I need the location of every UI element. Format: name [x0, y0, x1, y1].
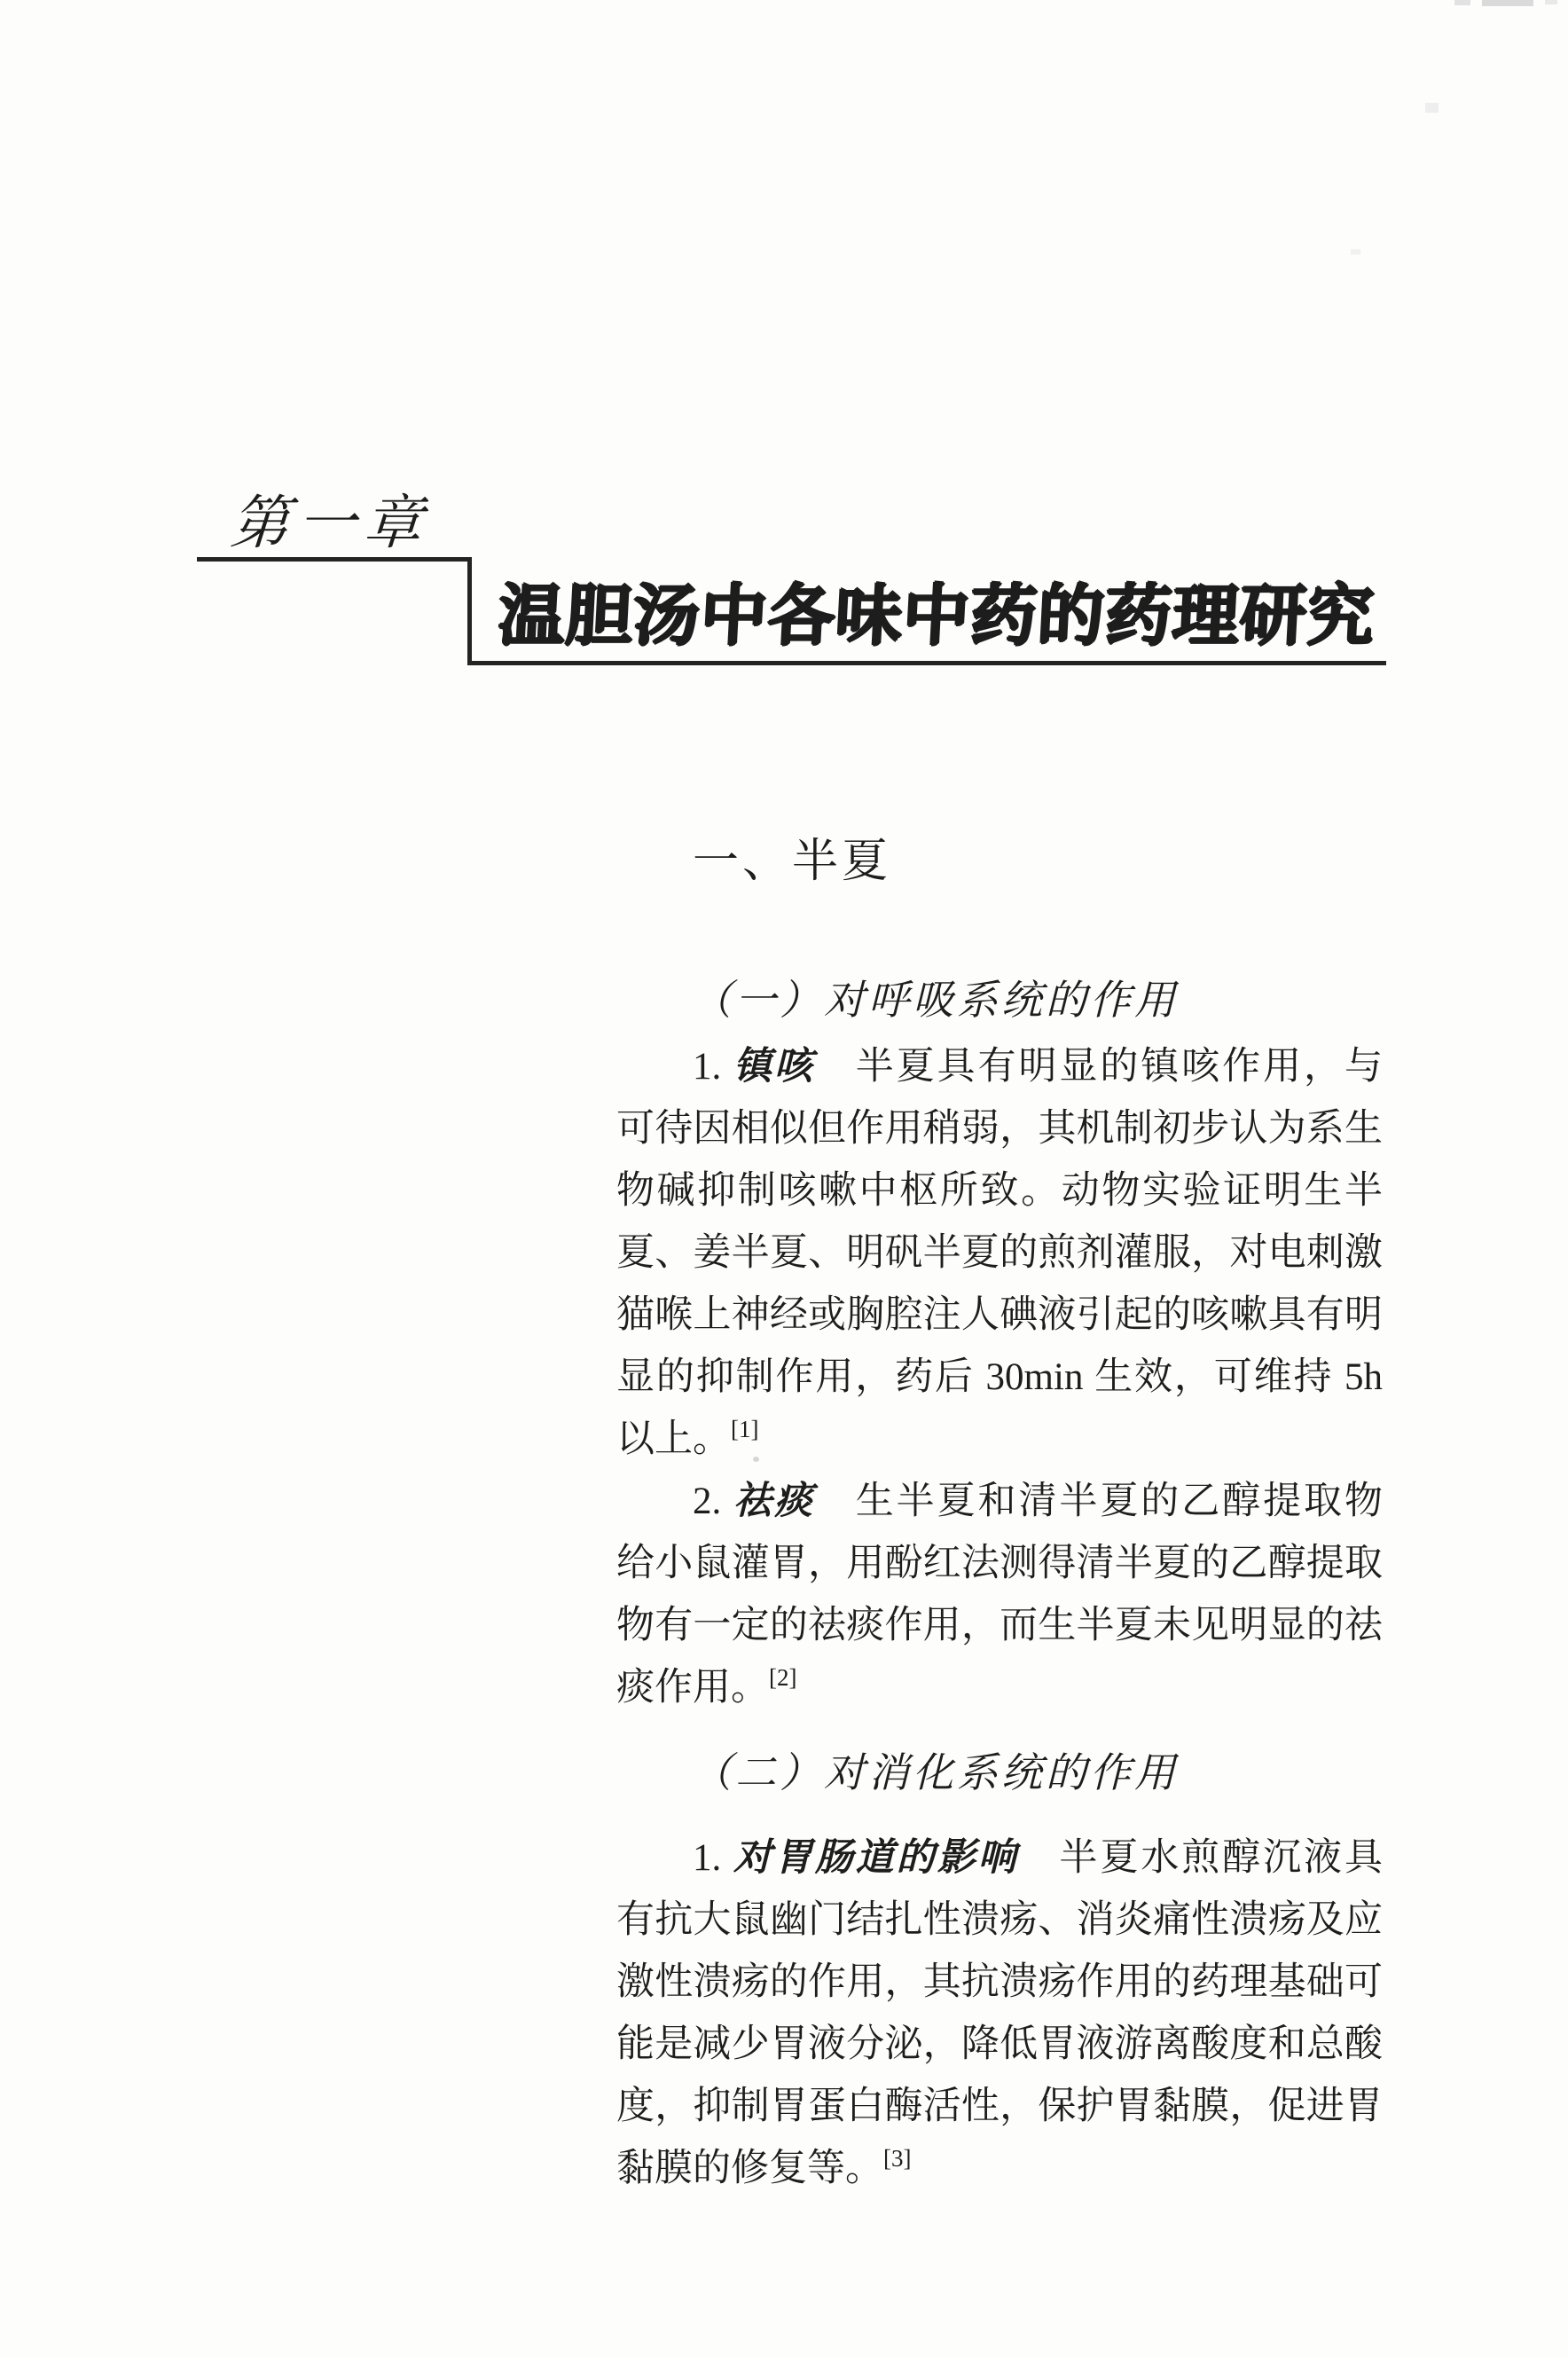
- body-line: 1. 对胃肠道的影响 半夏水煎醇沉液具: [693, 1837, 1383, 1879]
- body-line: 猫喉上神经或胸腔注人碘液引起的咳嗽具有明: [616, 1294, 1383, 1336]
- chapter-label: 第一章: [228, 491, 433, 556]
- scan-artifact: [1425, 103, 1439, 113]
- paragraph-gastrointestinal: [616, 1827, 1383, 2200]
- body-line: 黏膜的修复等。[3]: [616, 2145, 912, 2189]
- body-line: 能是减少胃液分泌，降低胃液游离酸度和总酸: [616, 2023, 1383, 2065]
- body-line: 显的抑制作用，药后 30min 生效，可维持 5h: [616, 1356, 1383, 1398]
- scan-artifact: [753, 1457, 759, 1462]
- body-line: 痰作用。[2]: [616, 1664, 797, 1709]
- scan-artifact: [1482, 0, 1533, 6]
- scan-artifact: [1545, 0, 1557, 4]
- citation-ref: [1]: [731, 1416, 759, 1442]
- subsection-heading-digestive: （二）对消化系统的作用: [691, 1750, 1179, 1795]
- chapter-title: 温胆汤中各味中药的药理研究: [496, 580, 1377, 654]
- body-line: 物碱抑制咳嗽中枢所致。动物实验证明生半: [616, 1170, 1383, 1212]
- body-line: 夏、姜半夏、明矾半夏的煎剂灌服，对电刺激: [616, 1232, 1383, 1274]
- text-column: [616, 1036, 1383, 2200]
- body-line: 度，抑制胃蛋白酶活性，保护胃黏膜，促进胃: [616, 2086, 1383, 2127]
- citation-ref: [3]: [883, 2145, 912, 2172]
- body-line: 2. 祛痰 生半夏和清半夏的乙醇提取物: [693, 1481, 1383, 1522]
- body-line: 1. 镇咳 半夏具有明显的镇咳作用，与: [693, 1046, 1383, 1088]
- body-line: 以上。[1]: [616, 1416, 759, 1460]
- body-line: 可待因相似但作用稍弱，其机制初步认为系生: [616, 1108, 1383, 1150]
- scan-artifact: [1454, 0, 1470, 5]
- paragraph-expectorant: [616, 1471, 1383, 1719]
- chapter-rule-vertical: [467, 557, 472, 665]
- subsection-heading-respiratory: （一）对呼吸系统的作用: [691, 978, 1179, 1023]
- body-line: 激性溃疡的作用，其抗溃疡作用的药理基础可: [616, 1961, 1383, 2003]
- chapter-rule-left: [197, 557, 471, 562]
- citation-ref: [2]: [769, 1664, 797, 1691]
- runin-label: 镇咳: [733, 1046, 815, 1088]
- body-line: 有抗大鼠幽门结扎性溃疡、消炎痛性溃疡及应: [616, 1899, 1383, 1941]
- section-heading-banxia: 一、半夏: [693, 837, 892, 887]
- runin-label: 祛痰: [733, 1481, 815, 1522]
- scan-artifact: [1351, 249, 1360, 255]
- runin-label: 对胃肠道的影响: [733, 1837, 1019, 1879]
- body-line: 物有一定的祛痰作用，而生半夏未见明显的祛: [616, 1605, 1383, 1646]
- paragraph-antitussive: [616, 1036, 1383, 1471]
- body-line: 给小鼠灌胃，用酚红法测得清半夏的乙醇提取: [616, 1543, 1383, 1584]
